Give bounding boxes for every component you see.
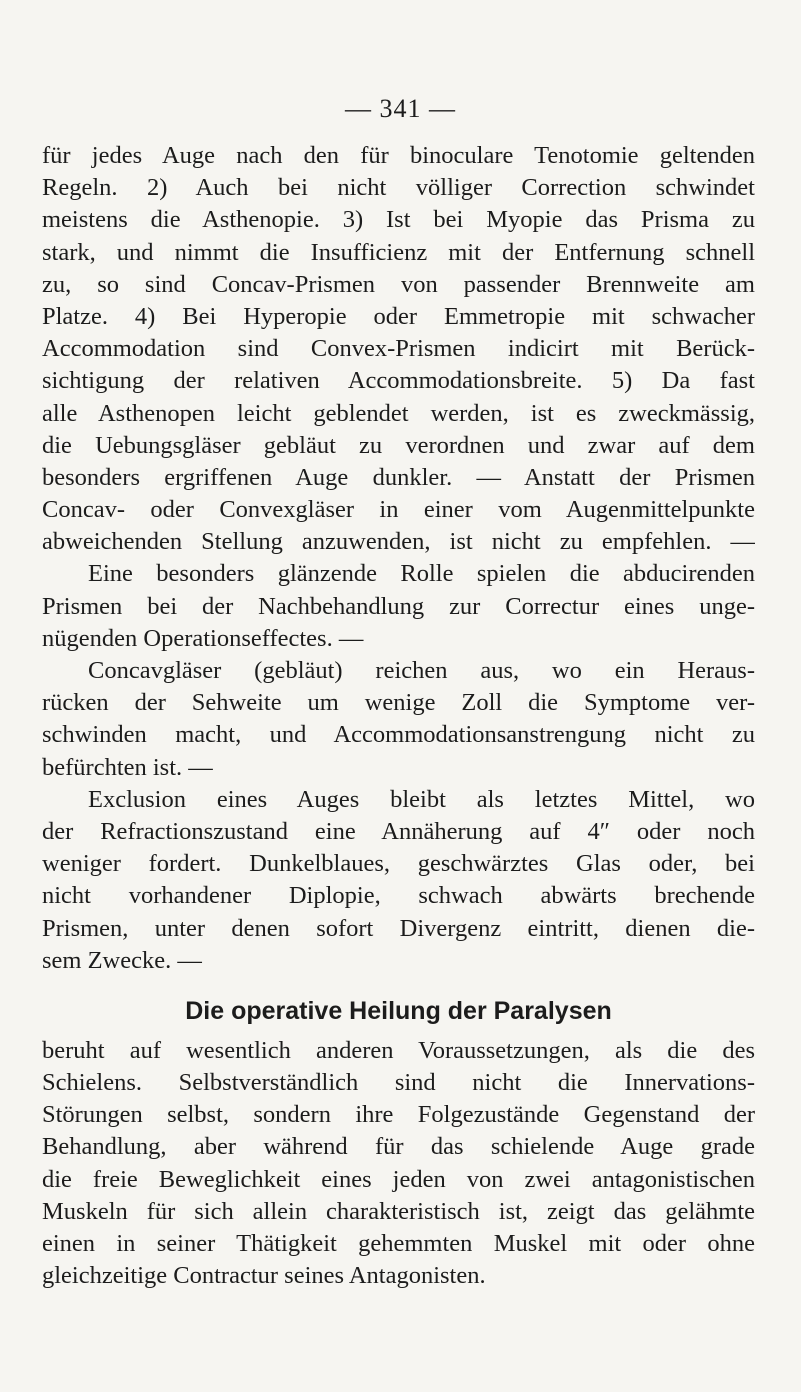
body-text	[42, 140, 755, 1292]
text-line: weniger fordert. Dunkelblaues, geschwärztes Glas oder, bei	[42, 850, 755, 878]
text-line: zu, so sind Concav-Prismen von passender Brennweite am	[42, 270, 755, 298]
text-line: Prismen, unter denen sofort Divergenz eintritt, dienen die-	[42, 914, 755, 942]
text-line: befürchten ist. —	[42, 753, 213, 781]
text-line: Eine besonders glänzende Rolle spielen die abducirenden	[88, 560, 755, 588]
page-number: — 341 —	[345, 94, 456, 123]
text-line: besonders ergriffenen Auge dunkler. — Anstatt der Prismen	[42, 463, 755, 491]
text-line: Behandlung, aber während für das schielende Auge grade	[42, 1133, 755, 1161]
text-line: Platze. 4) Bei Hyperopie oder Emmetropie mit schwacher	[42, 302, 755, 330]
text-line: alle Asthenopen leicht geblendet werden, ist es zweckmässig,	[42, 399, 755, 427]
text-line: Störungen selbst, sondern ihre Folgezustände Gegenstand der	[42, 1101, 755, 1129]
text-line: gleichzeitige Contractur seines Antagonisten.	[42, 1262, 486, 1290]
text-line: sem Zwecke. —	[42, 946, 202, 974]
text-line: die freie Beweglichkeit eines jeden von zwei antagonistischen	[42, 1165, 755, 1193]
text-line: Schielens. Selbstverständlich sind nicht die Innervations-	[42, 1069, 755, 1097]
text-line: sichtigung der relativen Accommodationsbreite. 5) Da fast	[42, 367, 755, 395]
paragraph-1	[42, 140, 755, 655]
section-heading: Die operative Heilung der Paralysen	[185, 996, 612, 1025]
text-line: Muskeln für sich allein charakteristisch ist, zeigt das gelähmte	[42, 1197, 755, 1225]
text-line: die Uebungsgläser gebläut zu verordnen und zwar auf dem	[42, 431, 755, 459]
text-line: einen in seiner Thätigkeit gehemmten Muskel mit oder ohne	[42, 1230, 755, 1257]
text-line: nügenden Operationseffectes. —	[42, 624, 364, 652]
text-line: für jedes Auge nach den für binoculare Tenotomie geltenden	[42, 142, 755, 169]
text-line: meistens die Asthenopie. 3) Ist bei Myopie das Prisma zu	[42, 206, 755, 234]
text-line: Exclusion eines Auges bleibt als letztes Mittel, wo	[88, 785, 755, 813]
text-line: Prismen bei der Nachbehandlung zur Correctur eines unge-	[42, 592, 755, 620]
text-line: Accommodation sind Convex-Prismen indicirt mit Berück-	[42, 335, 755, 363]
text-line: beruht auf wesentlich anderen Voraussetzungen, als die des	[42, 1036, 755, 1064]
paragraph-2	[42, 655, 755, 784]
text-line: der Refractionszustand eine Annäherung auf 4″ oder noch	[42, 817, 755, 845]
text-line: stark, und nimmt die Insufficienz mit der Entfernung schnell	[42, 238, 755, 266]
text-line: Concav- oder Convexgläser in einer vom Augenmittelpunkte	[42, 496, 755, 524]
text-line: Regeln. 2) Auch bei nicht völliger Correction schwindet	[42, 174, 755, 202]
text-line: rücken der Sehweite um wenige Zoll die Symptome ver-	[42, 689, 755, 717]
text-line: schwinden macht, und Accommodationsanstrengung nicht zu	[42, 721, 755, 749]
text-line: abweichenden Stellung anzuwenden, ist nicht zu empfehlen. —	[42, 528, 755, 556]
paragraph-3	[42, 784, 755, 977]
paragraph-4	[42, 1035, 755, 1293]
text-line: Concavgläser (gebläut) reichen aus, wo ein Heraus-	[88, 657, 755, 684]
text-line: nicht vorhandener Diplopie, schwach abwärts brechende	[42, 882, 755, 910]
